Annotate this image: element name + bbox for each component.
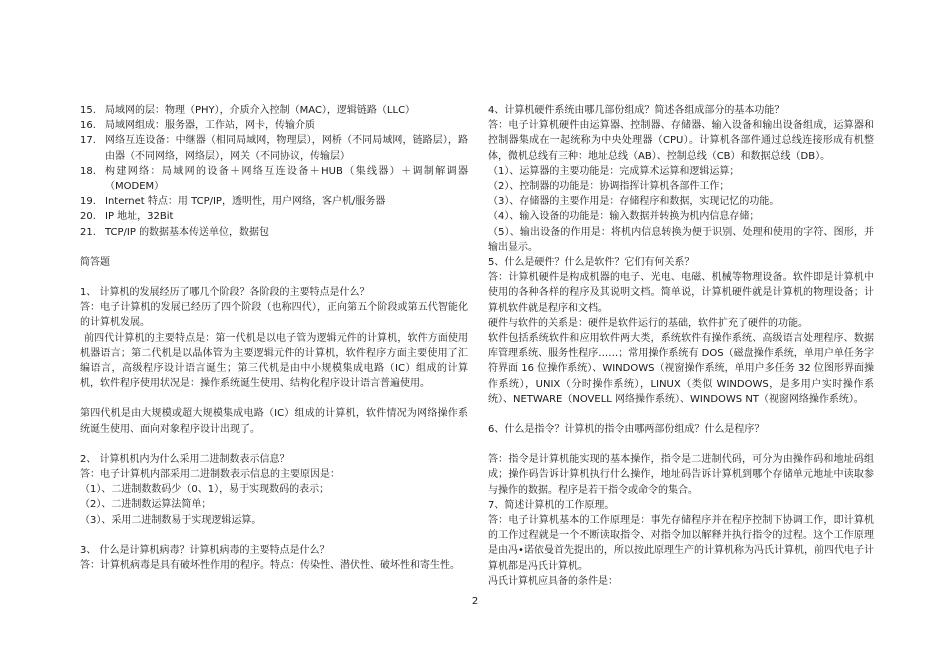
answer-1: 答：电子计算机的发展已经历了四个阶段（也称四代），正向第五个阶段或第五代智能化的计算机发展。 — [80, 302, 468, 329]
answer-2-item: （1）、二进制数数码少（0、1），易于实现数码的表示； — [80, 484, 330, 496]
list-item: 18. 构建网络：局域网的设备＋网络互连设备＋HUB（集线器）＋调制解调器（MODEM） — [80, 165, 468, 193]
answer-4-item: （2）、控制器的功能是：协调指挥计算机各部件工作； — [488, 181, 730, 193]
list-item: 17. 网络互连设备：中继器（相同局域网，物理层），网桥（不同局域网，链路层），路由器（不同网络，网络层），网关（不同协议，传输层） — [80, 135, 468, 162]
answer-4-item: （1）、运算器的主要功能是：完成算术运算和逻辑运算； — [488, 165, 740, 177]
question-6: 6、什么是指令？计算机的指令由哪两部份组成？什么是程序？ — [488, 424, 765, 436]
question-3: 3、 什么是计算机病毒？计算机病毒的主要特点是什么？ — [80, 544, 330, 556]
list-item: 16. 局域网组成：服务器，工作站，网卡，传输介质 — [80, 120, 315, 132]
answer-4-item: （3）、存储器的主要作用是：存储程序和数据，实现记忆的功能。 — [488, 196, 780, 208]
answer-4-item: （4）、输入设备的功能是：输入数据并转换为机内信息存储； — [488, 211, 760, 223]
answer-5-relation: 硬件与软件的关系是：硬件是软件运行的基础，软件扩充了硬件的功能。 — [488, 317, 808, 329]
question-4: 4、计算机硬件系统由哪几部份组成？简述各组成部分的基本功能？ — [488, 105, 785, 116]
list-item: 20. IP 地址，32Bit — [80, 211, 174, 223]
answer-2-item: （3）、采用二进制数易于实现逻辑运算。 — [80, 514, 262, 526]
right-column — [488, 103, 874, 589]
list-item: 21. TCP/IP 的数据基本传送单位，数据包 — [80, 226, 270, 238]
answer-4: 答：电子计算机硬件由运算器、控制器、存储器、输入设备和输出设备组成，运算器和控制器集成在一起统称为中央处理器（CPU）。计算机各部件通过总线连接形成有机整体，微机总线有三种：地址总线（AB）、控制总线（CB）和数据总线（DB）。 — [488, 120, 874, 162]
answer-6: 答：指令是计算机能实现的基本操作，指令是二进制代码，可分为由操作码和地址码组成；操作码告诉计算机执行什么操作，地址码告诉计算机到哪个存储单元地址中读取参与操作的数据。程序是若干指令或命令的集合。 — [488, 454, 874, 496]
numbered-list — [80, 103, 468, 240]
answer-2: 答：电子计算机内部采用二进制数表示信息的主要原因是： — [80, 469, 340, 481]
page-number: 2 — [471, 596, 479, 607]
question-7: 7、简述计算机的工作原理。 — [488, 499, 615, 511]
answer-4-item: （5）、输出设备的作用是：将机内信息转换为便于识别、处理和使用的字符、图形，并输出显示。 — [488, 226, 874, 253]
answer-1-fourth-gen: 第四代机是由大规模或超大规模集成电路（IC）组成的计算机，软件情况为网络操作系统诞生使用、面向对象程序设计出现了。 — [80, 408, 468, 435]
answer-3: 答：计算机病毒是具有破坏性作用的程序。特点：传染性、潜伏性、破坏性和寄生性。 — [80, 560, 460, 572]
section-title: 简答题 — [80, 256, 110, 268]
question-5: 5、什么是硬件？什么是软件？它们有何关系？ — [488, 257, 695, 269]
answer-7-tail: 冯氏计算机应具备的条件是： — [488, 575, 618, 587]
question-2: 2、 计算机机内为什么采用二进制数表示信息？ — [80, 453, 290, 465]
list-item: 15. 局域网的层：物理（PHY），介质介入控制（MAC），逻辑链路（LLC） — [80, 105, 416, 116]
answer-7: 答：电子计算机基本的工作原理是：事先存储程序并在程序控制下协调工作，即计算机的工作过程就是一个不断读取指令、对指令加以解释并执行指令的过程。这个工作原理是由冯•诺依曼首先提出的，所以按此原理生产的计算机称为冯氏计算机，前四代电子计算机都是冯氏计算机。 — [488, 515, 874, 572]
answer-5-software: 软件包括系统软件和应用软件两大类，系统软件有操作系统、高级语言处理程序、数据库管理系统、服务性程序……；常用操作系统有 DOS（磁盘操作系统，单用户单任务字符界面 16 位操作系统）、WINDOWS（视窗操作系统，单用户多任务 32 位图形界面操作系统），UNIX（分时操作系统），LINUX（类似 WINDOWS，是多用户实时操作系统）、NETWARE（NOVELL 网络操作系统）、WINDOWS NT（视窗网络操作系统）。 — [488, 333, 874, 405]
question-1: 1、 计算机的发展经历了哪几个阶段？各阶段的主要特点是什么？ — [80, 287, 370, 299]
list-item: 19. Internet 特点：用 TCP/IP，透明性，用户网络，客户机/服务器 — [80, 196, 386, 208]
answer-2-item: （2）、二进制数运算法简单； — [80, 499, 212, 511]
left-column — [80, 103, 468, 573]
answer-5: 答：计算机硬件是构成机器的电子、光电、电磁、机械等物理设备。软件即是计算机中使用的各种各样的程序及其说明文档。简单说，计算机硬件就是计算机的物理设备；计算机软件就是程序和文档。 — [488, 272, 874, 314]
answer-1-detail: 前四代计算机的主要特点是：第一代机是以电子管为逻辑元件的计算机，软件方面使用机器语言；第二代机是以晶体管为主要逻辑元件的计算机，软件程序方面主要使用了汇编语言，高级程序设计语言诞生；第三代机是由中小规模集成电路（IC）组成的计算机，软件程序使用状况是：操作系统诞生使用、结构化程序设计语言普遍使用。 — [80, 332, 468, 390]
